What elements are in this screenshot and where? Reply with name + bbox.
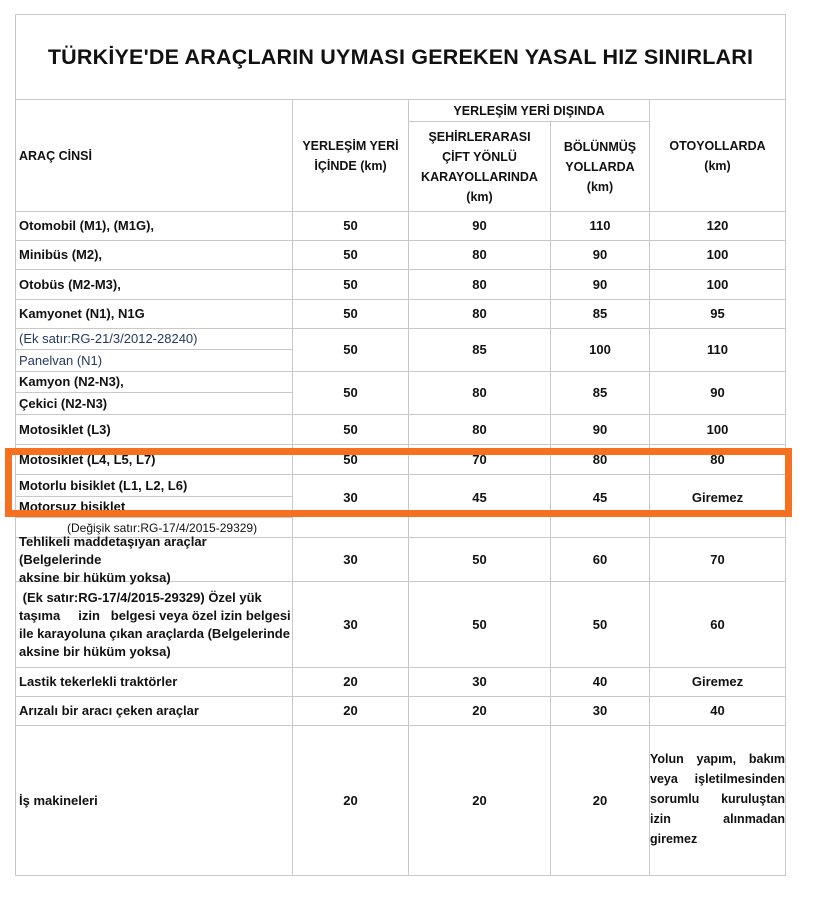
row-is-makineleri-name: İş makineleri: [19, 792, 98, 808]
row-arizali-arac-inside: 20: [343, 703, 358, 718]
row-bisiklet-divided: 45: [592, 489, 608, 505]
header-inside-settlement: YERLEŞİM YERİ İÇİNDE (km): [302, 138, 399, 173]
row-motosiklet-l4-inside: 50: [343, 452, 358, 467]
row-motorsuz-bisiklet-name: Motorsuz bisiklet: [19, 499, 126, 514]
row-motosiklet-l3-name: Motosiklet (L3): [19, 421, 111, 437]
row-ozel-yuk-intercity: 50: [472, 616, 487, 632]
row-kamyonet-intercity: 80: [472, 306, 487, 321]
row-bisiklet-inside: 30: [343, 489, 358, 505]
row-tehlikeli-madde-divided: 60: [592, 551, 608, 567]
row-traktor-inside: 20: [343, 674, 358, 689]
row-motosiklet-l3-inside: 50: [343, 421, 358, 437]
row-motosiklet-l3-divided: 90: [592, 421, 608, 437]
page-title: TÜRKİYE'DE ARAÇLARIN UYMASI GEREKEN YASAL HIZ SINIRLARI: [47, 44, 754, 69]
row-arizali-arac-divided: 30: [592, 703, 608, 718]
row-ozel-yuk-highway: 60: [710, 616, 725, 632]
row-otomobil-name: Otomobil (M1), (M1G),: [19, 218, 155, 233]
row-kamyonet-inside: 50: [343, 306, 358, 321]
row-panelvan-inside: 50: [343, 342, 358, 357]
row-minibus-highway: 100: [706, 247, 729, 262]
row-minibus-name: Minibüs (M2),: [19, 247, 103, 262]
row-motosiklet-l3-intercity: 80: [472, 421, 487, 437]
row-bisiklet-highway: Giremez: [691, 489, 744, 505]
row-panelvan-divided: 100: [589, 342, 611, 357]
row-tehlikeli-madde-inside: 30: [343, 551, 358, 567]
row-traktor-divided: 40: [592, 674, 608, 689]
row-otobus-highway: 100: [706, 276, 729, 292]
row-otobus-inside: 50: [343, 276, 358, 292]
header-vehicle-type: ARAÇ CİNSİ: [19, 148, 92, 163]
row-kamyon-divided: 85: [592, 385, 608, 400]
row-kamyonet-divided: 85: [592, 306, 608, 321]
row-cekici-name: Çekici (N2-N3): [19, 395, 108, 411]
row-otomobil-divided: 110: [589, 218, 611, 233]
row-arizali-arac-intercity: 20: [472, 703, 487, 718]
row-motosiklet-l4-divided: 80: [592, 452, 608, 467]
row-is-makineleri-intercity: 20: [472, 792, 487, 808]
row-otomobil-highway: 120: [706, 218, 729, 233]
row-minibus-intercity: 80: [472, 247, 487, 262]
row-otobus-intercity: 80: [472, 276, 487, 292]
row-kamyon-intercity: 80: [472, 385, 487, 400]
row-motosiklet-l4-name: Motosiklet (L4, L5, L7): [19, 452, 156, 467]
row-ozel-yuk-inside: 30: [343, 616, 358, 632]
speed-limit-document: [15, 14, 786, 876]
row-motosiklet-l4-intercity: 70: [472, 452, 487, 467]
row-otobus-name: Otobüs (M2-M3),: [19, 276, 121, 292]
row-kamyon-inside: 50: [343, 385, 358, 400]
row-kamyonet-highway: 95: [710, 306, 725, 321]
row-traktor-highway: Giremez: [691, 674, 744, 689]
header-outside-settlement: YERLEŞİM YERİ DIŞINDA: [453, 103, 605, 118]
row-bisiklet-amendment-note: (Değişik satır:RG-17/4/2015-29329): [67, 520, 258, 535]
row-arizali-arac-name: Arızalı bir aracı çeken araçlar: [19, 703, 199, 718]
header-intercity: ŞEHİRLERARASI ÇİFT YÖNLÜ KARAYOLLARINDA (km): [421, 129, 538, 204]
row-is-makineleri-divided: 20: [592, 792, 608, 808]
row-bisiklet-intercity: 45: [472, 489, 487, 505]
row-minibus-divided: 90: [592, 247, 608, 262]
row-is-makineleri-highway-note: Yolun yapım, bakım veya işletilmesinden sorumlu kuruluştan izin alınmadan giremez: [650, 751, 785, 846]
row-traktor-intercity: 30: [472, 674, 487, 689]
row-panelvan-amendment-link[interactable]: (Ek satır:RG-21/3/2012-28240): [19, 331, 198, 346]
row-is-makineleri-inside: 20: [343, 792, 358, 808]
row-kamyonet-name: Kamyonet (N1), N1G: [19, 306, 145, 321]
row-panelvan-name: Panelvan (N1): [19, 352, 103, 368]
header-divided-roads: BÖLÜNMÜŞ YOLLARDA (km): [563, 139, 637, 194]
row-kamyon-highway: 90: [710, 385, 725, 400]
row-tehlikeli-madde-name: Tehlikeli maddetaşıyan araçlar (Belgelerinde aksine bir hüküm yoksa): [19, 533, 207, 585]
row-motorlu-bisiklet-name: Motorlu bisiklet (L1, L2, L6): [19, 477, 188, 493]
highlight-frame: [5, 448, 792, 517]
row-ozel-yuk-name: (Ek satır:RG-17/4/2015-29329) Özel yük taşıma izin belgesi veya özel izin belgesi ile karayoluna çıkan araçlarda (Belgelerinde aksine bir hüküm yoksa): [19, 589, 291, 659]
row-otomobil-intercity: 90: [472, 218, 487, 233]
row-kamyon-name: Kamyon (N2-N3),: [19, 374, 124, 389]
row-panelvan-highway: 110: [707, 342, 728, 357]
row-motosiklet-l3-highway: 100: [706, 421, 729, 437]
row-motosiklet-l4-highway: 80: [710, 452, 725, 467]
row-arizali-arac-highway: 40: [710, 703, 725, 718]
row-tehlikeli-madde-intercity: 50: [472, 551, 487, 567]
row-panelvan-intercity: 85: [472, 342, 487, 357]
header-highways: OTOYOLLARDA (km): [669, 138, 766, 173]
row-ozel-yuk-divided: 50: [592, 616, 608, 632]
row-traktor-name: Lastik tekerlekli traktörler: [19, 674, 178, 689]
row-otomobil-inside: 50: [343, 218, 358, 233]
row-minibus-inside: 50: [343, 247, 358, 262]
row-otobus-divided: 90: [592, 276, 608, 292]
row-tehlikeli-madde-highway: 70: [710, 551, 725, 567]
